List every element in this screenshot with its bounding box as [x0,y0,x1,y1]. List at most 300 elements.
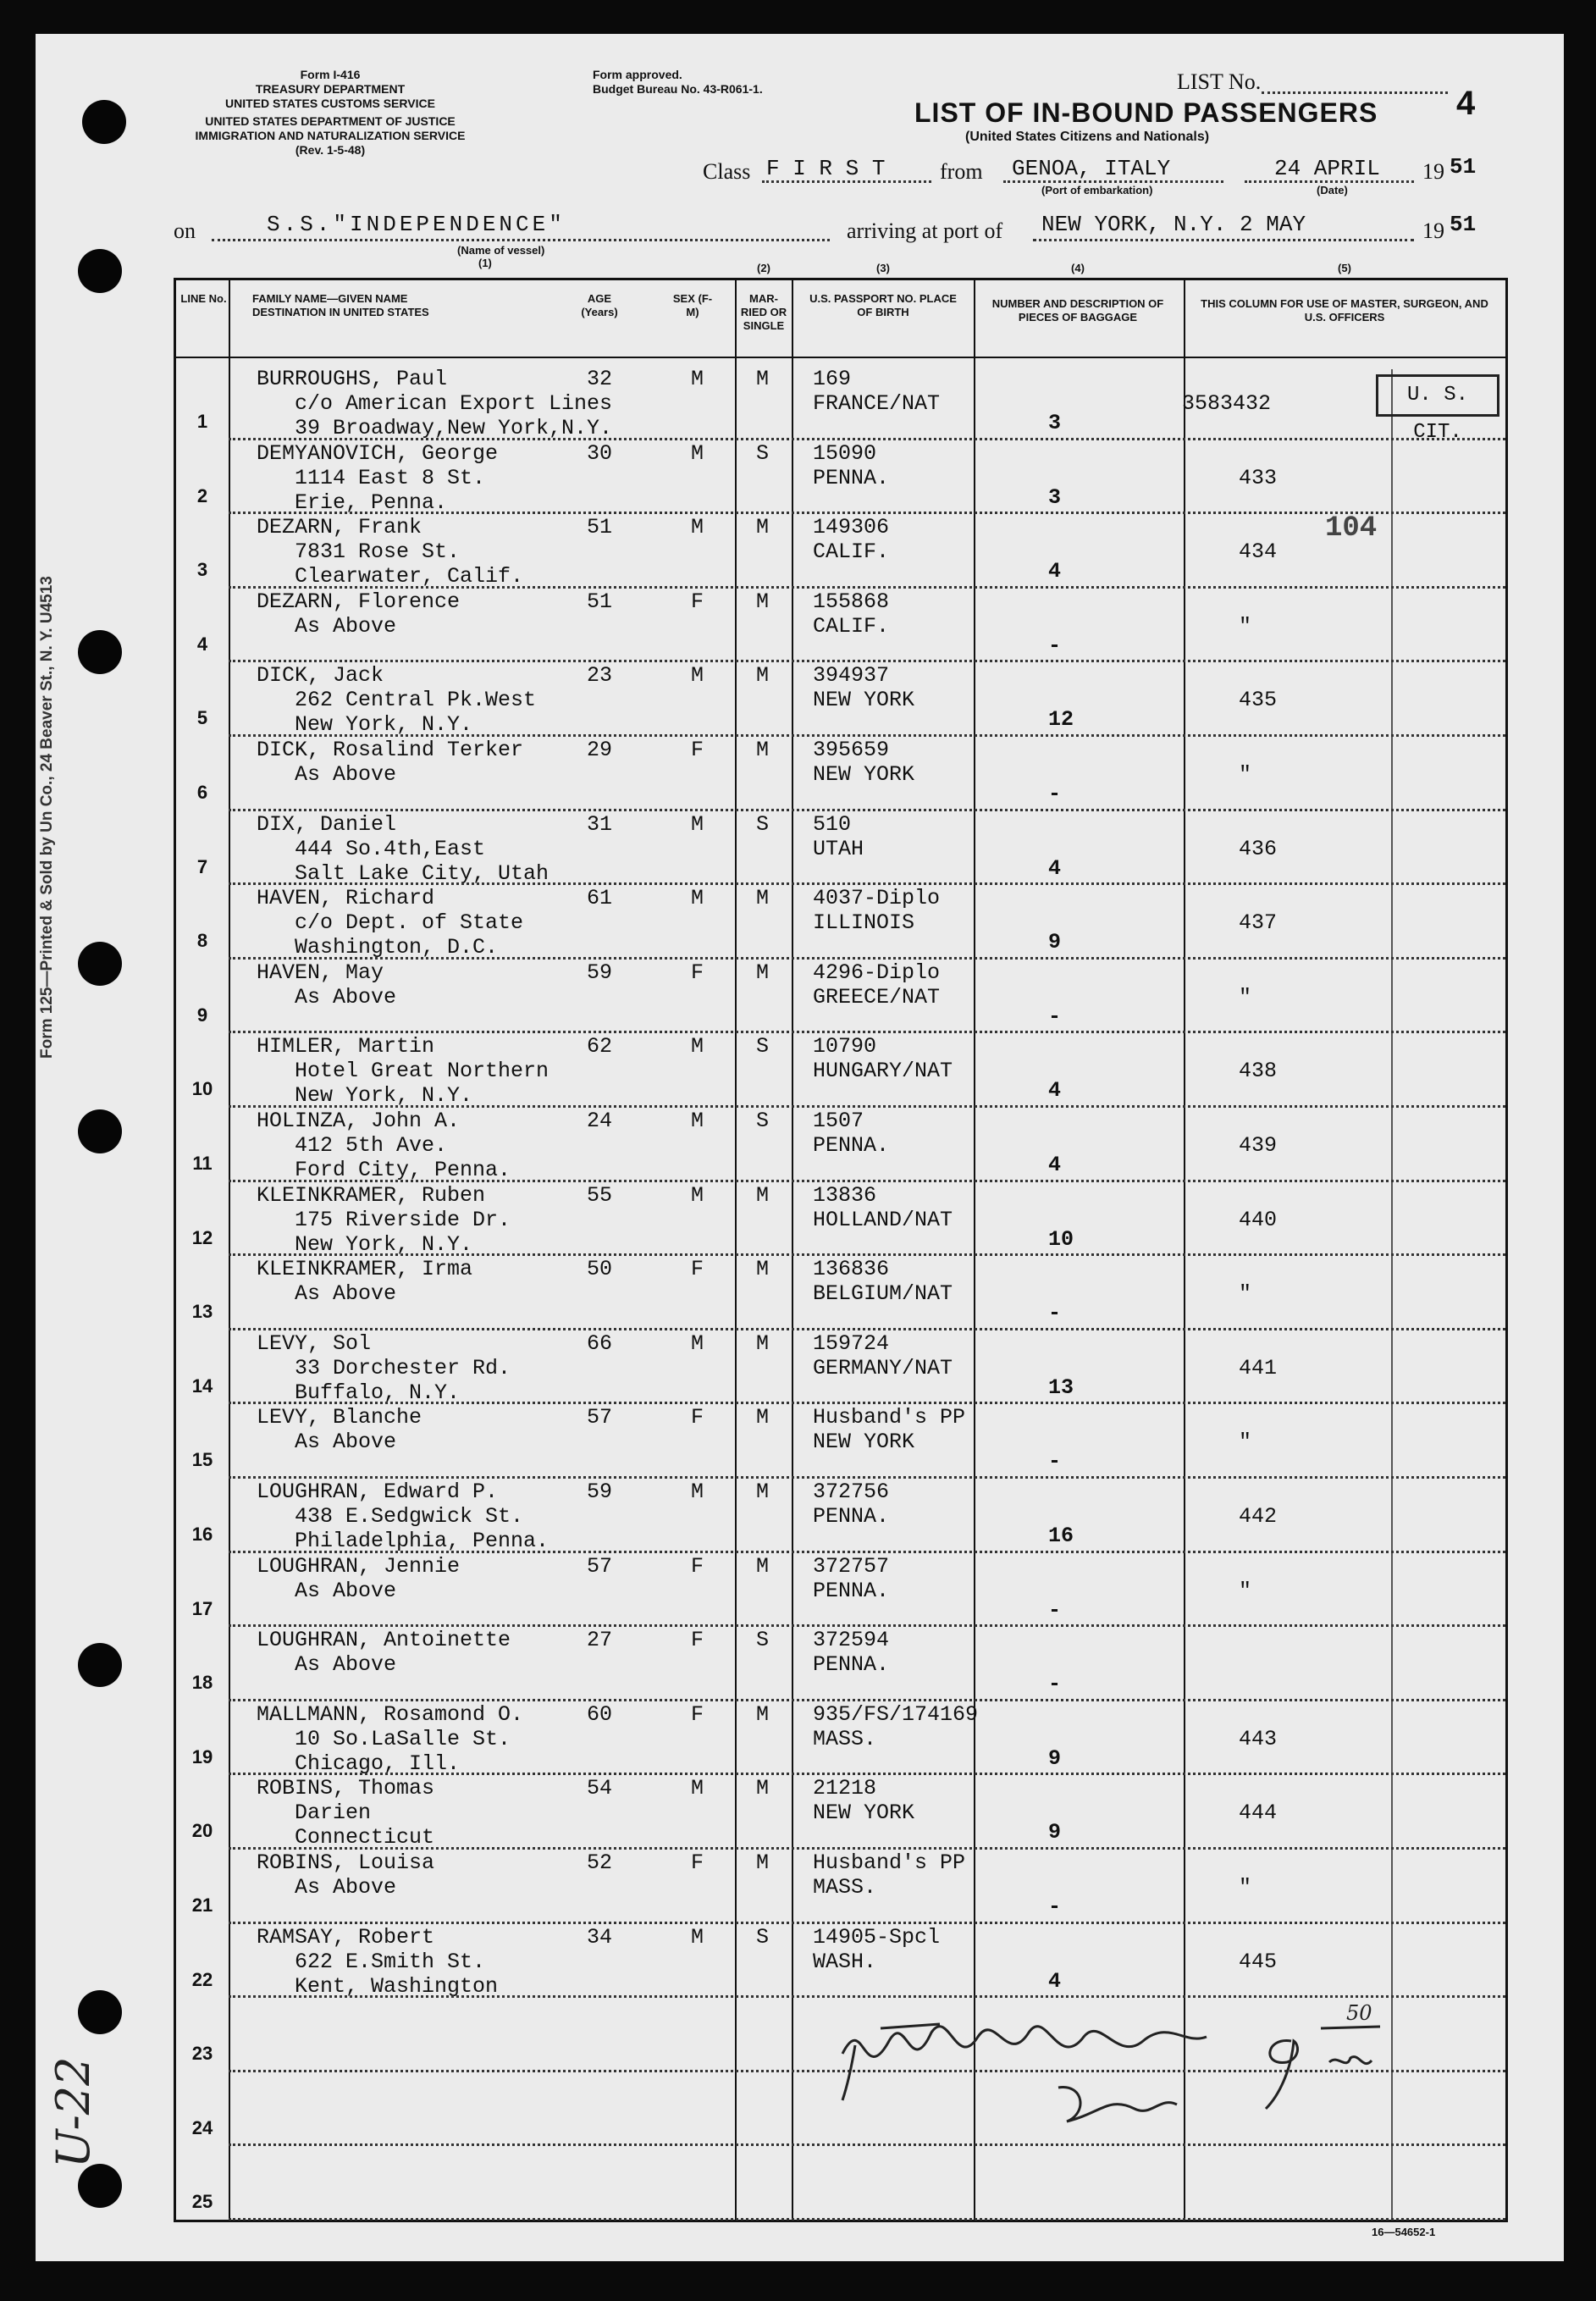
passport-number: 935/FS/174169 [813,1701,979,1727]
passport-number: 15090 [813,440,877,466]
table-row [176,440,1505,513]
passenger-name: DEMYANOVICH, George [257,440,499,466]
passenger-table [174,262,1508,2222]
col-passport: U.S. PASSPORT NO. PLACE OF BIRTH [809,292,957,318]
sex: M [691,440,704,466]
list-subtitle: (United States Citizens and Nationals) [965,130,1210,144]
line-number: 14 [191,1375,213,1397]
place-of-birth: PENNA. [813,1504,890,1529]
line-number: 10 [191,1078,213,1100]
passport-number: 169 [813,367,852,391]
passport-number: Husband's PP [813,1850,966,1875]
age: 55 [587,1182,613,1208]
age: 34 [587,1924,613,1950]
sex: F [691,1850,704,1875]
col-married: MAR- RIED OR SINGLE [740,292,787,332]
class-label: Class [703,159,751,184]
passenger-name: DIX, Daniel [257,811,397,837]
passport-number: 13836 [813,1182,877,1208]
marital-status: M [756,1480,770,1504]
baggage-count: 9 [1048,930,1062,955]
list-title: LIST OF IN-BOUND PASSENGERS [914,97,1378,128]
line-number: 6 [196,782,208,803]
place-of-birth: UTAH [813,836,864,861]
sex: M [691,1924,704,1950]
address-line-1: Hotel Great Northern [295,1059,549,1084]
address-line-2: Philadelphia, Penna. [295,1529,549,1553]
passenger-name: LEVY, Blanche [257,1405,422,1430]
year-1: 51 [1450,154,1477,180]
sex: M [691,1109,704,1133]
baggage-count: - [1048,1301,1062,1326]
sex: M [691,515,704,540]
binder-hole [78,630,122,674]
sex: F [691,1628,704,1653]
age: 62 [587,1034,613,1059]
baggage-count: - [1048,782,1062,806]
form-number [169,68,491,158]
passport-number: 372594 [813,1628,890,1653]
address-line-2: Connecticut [295,1825,435,1850]
signature-stroke [1266,2041,1298,2109]
embark-caption: (Port of embarkation) [1041,184,1153,196]
class-dots [762,180,931,183]
baggage-count: - [1048,633,1062,658]
table-row [176,1403,1505,1477]
list-no-label: LIST No. [1177,69,1262,94]
signature-stroke [842,2027,1207,2057]
inspector-signature [830,1994,1439,2164]
passport-number: 372756 [813,1480,890,1504]
date-dots [1245,180,1414,183]
marital-status: S [756,440,770,466]
arrival-dots [1033,239,1414,241]
place-of-birth: HUNGARY/NAT [813,1059,953,1084]
table-row [176,959,1505,1032]
age: 50 [587,1257,613,1282]
binder-hole [78,942,122,986]
baggage-count: 12 [1048,707,1074,733]
line-number: 24 [191,2116,213,2138]
age: 32 [587,367,613,391]
customs-text: UNITED STATES CUSTOMS SERVICE [225,97,435,110]
age: 57 [587,1553,613,1579]
table-row [176,1255,1505,1329]
line-number: 11 [192,1153,213,1174]
officer-number: " [1239,762,1252,787]
passport-number: 136836 [813,1257,890,1282]
officer-number: " [1239,1281,1252,1307]
officer-number: 445 [1239,1949,1278,1974]
officer-number: 444 [1239,1800,1278,1826]
marital-status: M [756,1850,770,1875]
officer-number: 438 [1239,1059,1278,1084]
line-number: 22 [191,1968,213,1990]
passport-number: 4296-Diplo [813,960,941,985]
marital-status: M [756,515,770,540]
passenger-name: HAVEN, May [257,960,384,985]
line-number: 17 [191,1597,213,1619]
officer-number: 435 [1239,688,1278,713]
justice-text: UNITED STATES DEPARTMENT OF JUSTICE [205,114,456,128]
baggage-count: 4 [1048,559,1062,584]
address-line-2: New York, N.Y. [295,712,473,738]
passenger-name: ROBINS, Thomas [257,1776,435,1801]
marital-status: S [756,811,770,837]
sex: F [691,1405,704,1430]
embark-dots [1003,180,1223,183]
passenger-name: DEZARN, Florence [257,589,461,614]
table-row [176,661,1505,738]
signature-stroke [1058,2088,1177,2121]
officer-number: 437 [1239,910,1278,936]
sex: M [691,886,704,911]
address-line-1: 262 Central Pk.West [295,688,537,713]
age: 31 [587,811,613,837]
col-name: FAMILY NAME—GIVEN NAME DESTINATION IN UNITED STATES [252,292,429,318]
place-of-birth: GREECE/NAT [813,984,941,1009]
address-line-2: Chicago, Ill. [295,1751,461,1776]
place-of-birth: NEW YORK [813,688,915,713]
address-line-2: Salt Lake City, Utah [295,860,549,886]
passenger-name: DICK, Jack [257,663,384,689]
ins-text: IMMIGRATION AND NATURALIZATION SERVICE [195,129,466,142]
col-married-num: (2) [757,262,770,274]
sex: F [691,1257,704,1282]
table-row [176,1181,1505,1255]
age: 66 [587,1330,613,1356]
passenger-name: KLEINKRAMER, Irma [257,1257,473,1282]
baggage-count: - [1048,1004,1062,1029]
line-number: 9 [196,1004,208,1026]
year-prefix-2: 19 [1422,218,1444,243]
date-caption: (Date) [1317,184,1348,196]
age: 24 [587,1109,613,1133]
officer-number: 443 [1239,1726,1278,1751]
marital-status: M [756,960,770,985]
passport-number: Husband's PP [813,1405,966,1430]
sex: M [691,1182,704,1208]
line-number: 20 [191,1820,213,1842]
address-line-1: 33 Dorchester Rd. [295,1355,511,1380]
address-line-1: As Above [295,1652,397,1678]
marital-status: M [756,738,770,762]
vessel-name: S.S."INDEPENDENCE" [267,212,566,237]
baggage-count: 4 [1048,1078,1062,1103]
address-line-2: New York, N.Y. [295,1231,473,1257]
passenger-name: LOUGHRAN, Antoinette [257,1628,511,1653]
address-line-2: New York, N.Y. [295,1083,473,1109]
sex: F [691,589,704,614]
stamp-number: 104 [1325,512,1378,545]
binder-hole [78,249,122,293]
address-line-1: 622 E.Smith St. [295,1949,486,1974]
officer-number: 441 [1239,1355,1278,1380]
line-number: 18 [191,1672,213,1694]
line-number: 7 [196,855,208,877]
table-row [176,365,1505,439]
passenger-name: KLEINKRAMER, Ruben [257,1182,486,1208]
binder-hole [78,2164,122,2208]
baggage-count: 3 [1048,484,1062,510]
table-row [176,810,1505,884]
baggage-count: 9 [1048,1745,1062,1771]
address-line-1: As Above [295,1875,397,1900]
table-row [176,588,1505,661]
passenger-name: LOUGHRAN, Jennie [257,1553,461,1579]
address-line-2: Clearwater, Calif. [295,564,524,589]
col-officers-num: (5) [1338,262,1351,274]
officer-number: " [1239,613,1252,639]
sex: M [691,1480,704,1504]
passport-number: 21218 [813,1776,877,1801]
binder-hole [78,1109,122,1153]
passenger-name: DEZARN, Frank [257,515,422,540]
table-row [176,736,1505,810]
table-row [176,1701,1505,1774]
officer-number: 434 [1239,539,1278,565]
sex: M [691,367,704,391]
sex: F [691,1701,704,1727]
marital-status: M [756,1257,770,1282]
list-number: 4 [1456,85,1476,122]
passenger-name: LEVY, Sol [257,1330,372,1356]
form-approval [593,68,763,97]
treasury-text: TREASURY DEPARTMENT [255,82,406,96]
address-line-2: 39 Broadway,New York,N.Y. [295,416,613,440]
marital-status: M [756,367,770,391]
row-separator [229,2218,1505,2221]
table-row [176,884,1505,958]
baggage-count: 16 [1048,1524,1074,1548]
passport-number: 394937 [813,663,890,689]
baggage-count: 4 [1048,1153,1062,1177]
marital-status: M [756,1182,770,1208]
address-line-1: As Above [295,1281,397,1307]
passport-number: 4037-Diplo [813,886,941,911]
place-of-birth: ILLINOIS [813,910,915,936]
baggage-count: 9 [1048,1820,1062,1845]
place-of-birth: NEW YORK [813,1800,915,1826]
passport-number: 1507 [813,1109,864,1133]
address-line-1: 7831 Rose St. [295,539,461,565]
passenger-name: LOUGHRAN, Edward P. [257,1480,499,1504]
address-line-1: c/o Dept. of State [295,910,524,936]
us-citizen-stamp: U. S. CIT. [1376,374,1499,417]
age: 27 [587,1628,613,1653]
address-line-1: 10 So.LaSalle St. [295,1726,511,1751]
address-line-1: As Above [295,613,397,639]
marital-status: S [756,1924,770,1950]
marital-status: S [756,1628,770,1653]
place-of-birth: CALIF. [813,613,890,639]
signature-stroke [1321,2027,1380,2064]
line-number: 23 [191,2043,213,2065]
baggage-count: - [1048,1894,1062,1919]
place-of-birth: HOLLAND/NAT [813,1207,953,1232]
officer-number: " [1239,1430,1252,1455]
address-line-2: Kent, Washington [295,1973,499,1999]
place-of-birth: PENNA. [813,1133,890,1158]
officer-number: 440 [1239,1207,1278,1232]
vessel-col-number: (1) [478,257,492,269]
table-row [176,1774,1505,1848]
col-age: AGE (Years) [581,292,618,318]
table-row [176,1107,1505,1181]
list-no-dots [1262,91,1448,94]
table-row [176,1032,1505,1109]
place-of-birth: CALIF. [813,539,890,565]
age: 23 [587,663,613,689]
address-line-2: Erie, Penna. [295,490,448,515]
marital-status: S [756,1034,770,1059]
col-sex: SEX (F-M) [672,292,713,318]
passenger-name: BURROUGHS, Paul [257,367,448,391]
arrival-port: NEW YORK, N.Y. 2 MAY [1041,212,1306,237]
year-2: 51 [1450,212,1477,237]
place-of-birth: WASH. [813,1949,877,1974]
address-line-2: Buffalo, N.Y. [295,1380,461,1405]
place-of-birth: BELGIUM/NAT [813,1281,953,1307]
table-row [176,1330,1505,1403]
rev-text: (Rev. 1-5-48) [295,143,366,157]
baggage-count: 4 [1048,855,1062,881]
baggage-count: 4 [1048,1968,1062,1994]
col-baggage-num: (4) [1071,262,1085,274]
form-no-text: Form I-416 [300,68,361,81]
embark-port: GENOA, ITALY [1012,156,1171,181]
header-rule [176,357,1505,358]
officer-number: 442 [1239,1504,1278,1529]
table-row [176,1923,1505,1997]
sex: M [691,1776,704,1801]
baggage-count: - [1048,1449,1062,1474]
table-row [176,1849,1505,1922]
baggage-count: 10 [1048,1226,1074,1252]
line-number: 1 [196,411,208,432]
age: 57 [587,1405,613,1430]
place-of-birth: NEW YORK [813,762,915,787]
address-line-2: Washington, D.C. [295,935,499,960]
line-number: 16 [191,1524,213,1545]
age: 61 [587,886,613,911]
col-baggage: NUMBER AND DESCRIPTION OF PIECES OF BAGGAGE [991,297,1164,324]
baggage-count: 13 [1048,1375,1074,1400]
address-line-1: c/o American Export Lines [295,391,613,416]
place-of-birth: MASS. [813,1875,877,1900]
marital-status: M [756,1701,770,1727]
line-number: 5 [196,707,208,729]
approved-text: Form approved. [593,68,682,81]
line-number: 25 [191,2191,213,2213]
table-row [176,1552,1505,1626]
handwritten-margin-number: U-22 [47,2056,100,2168]
col-officers: THIS COLUMN FOR USE OF MASTER, SURGEON, AND U.S. OFFICERS [1201,297,1488,324]
line-number: 19 [191,1745,213,1767]
officer-number: " [1239,1875,1252,1900]
age: 51 [587,515,613,540]
address-line-1: As Above [295,1578,397,1603]
age: 30 [587,440,613,466]
line-number: 15 [191,1449,213,1471]
place-of-birth: PENNA. [813,1652,890,1678]
passport-number: 395659 [813,738,890,762]
vessel-dots [212,239,830,241]
passport-number: 155868 [813,589,890,614]
signature-minutes: 50 [1346,2001,1372,2025]
baggage-count: - [1048,1597,1062,1623]
officer-number: 436 [1239,836,1278,861]
officer-number: 439 [1239,1133,1278,1158]
binder-hole [78,1990,122,2034]
passenger-name: ROBINS, Louisa [257,1850,435,1875]
address-line-1: As Above [295,762,397,787]
place-of-birth: PENNA. [813,465,890,490]
place-of-birth: MASS. [813,1726,877,1751]
officer-number: 433 [1239,465,1278,490]
line-number: 21 [191,1894,213,1916]
form-footer-code: 16—54652-1 [1372,2226,1436,2238]
passport-number: 149306 [813,515,890,540]
printer-imprint: Form 125—Printed & Sold by Un Co., 24 Beaver St., N. Y. U4513 [38,576,56,1059]
table-row [176,1478,1505,1552]
on-label: on [174,218,196,243]
line-number: 2 [196,484,208,506]
age: 52 [587,1850,613,1875]
passport-number: 510 [813,811,852,837]
marital-status: M [756,1776,770,1801]
baggage-count: 3 [1048,411,1062,435]
marital-status: M [756,1405,770,1430]
age: 54 [587,1776,613,1801]
age: 29 [587,738,613,762]
marital-status: M [756,589,770,614]
passenger-name: HAVEN, Richard [257,886,435,911]
vessel-caption: (Name of vessel) [457,244,545,257]
line-number: 8 [196,930,208,952]
sex: M [691,811,704,837]
address-line-1: 1114 East 8 St. [295,465,486,490]
col-line-no: LINE No. [180,292,227,305]
passport-number: 14905-Spcl [813,1924,941,1950]
marital-status: M [756,1330,770,1356]
passport-number: 159724 [813,1330,890,1356]
age: 59 [587,960,613,985]
binder-hole [78,1643,122,1687]
passenger-name: DICK, Rosalind Terker [257,738,524,762]
marital-status: M [756,886,770,911]
baggage-count: - [1048,1672,1062,1697]
sex: M [691,663,704,689]
passport-number: 372757 [813,1553,890,1579]
embark-date: 24 APRIL [1274,156,1380,181]
line-number: 3 [196,559,208,581]
passenger-name: RAMSAY, Robert [257,1924,435,1950]
from-label: from [940,159,983,184]
address-line-1: Darien [295,1800,372,1826]
budget-text: Budget Bureau No. 43-R061-1. [593,82,763,96]
age: 51 [587,589,613,614]
sex: F [691,1553,704,1579]
table-row [176,1626,1505,1700]
sex: F [691,738,704,762]
passenger-name: MALLMANN, Rosamond O. [257,1701,524,1727]
age: 60 [587,1701,613,1727]
address-line-1: 438 E.Sedgwick St. [295,1504,524,1529]
year-prefix-1: 19 [1422,159,1444,184]
sex: F [691,960,704,985]
address-line-1: As Above [295,1430,397,1455]
